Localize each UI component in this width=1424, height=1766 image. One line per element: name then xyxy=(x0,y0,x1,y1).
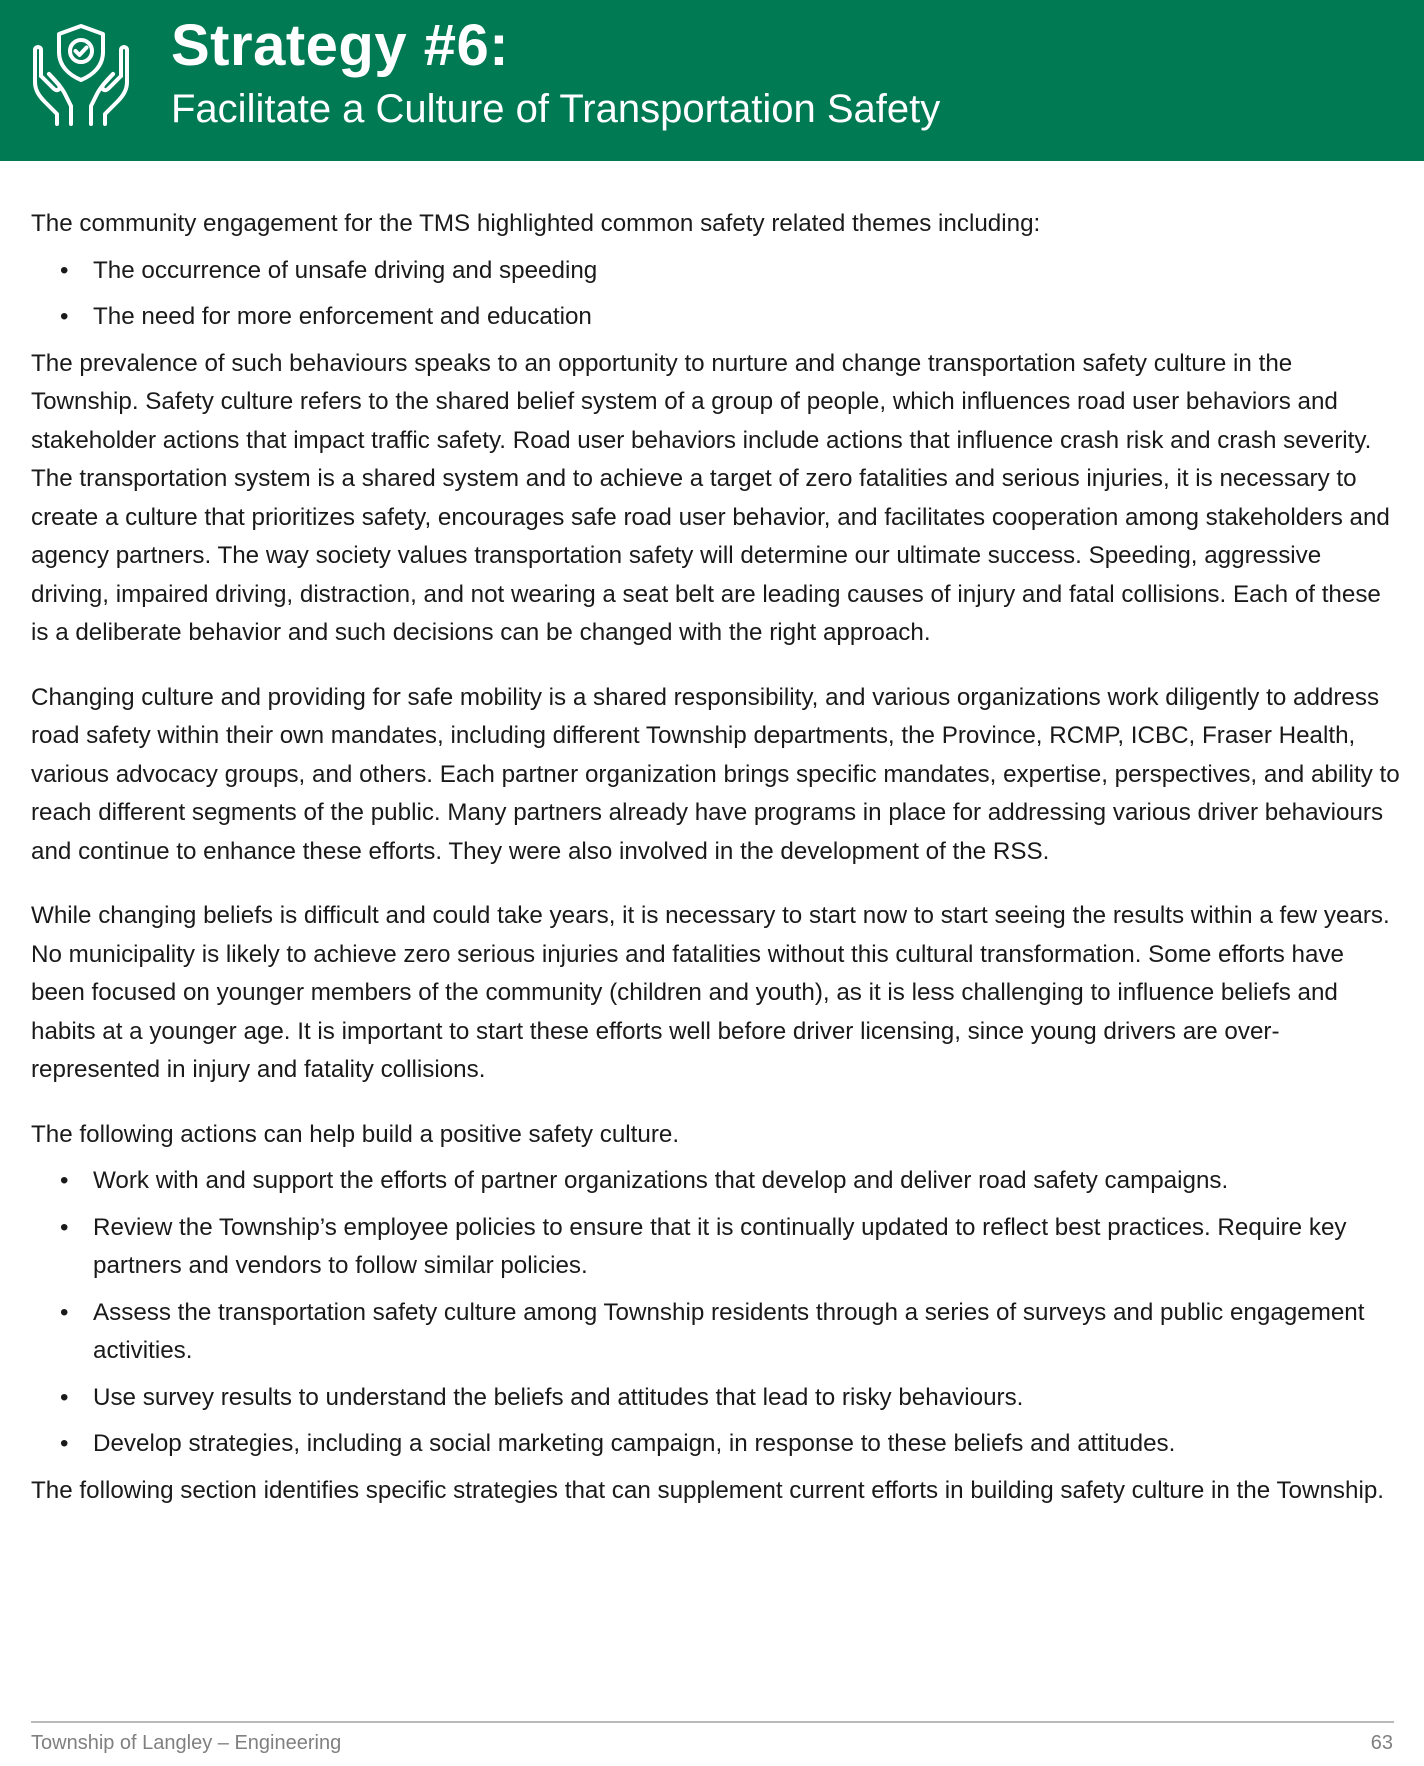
main-content xyxy=(31,205,1401,1536)
list-item: • Develop strategies, including a social marketing campaign, in response to these beliefs and attitudes. xyxy=(31,1425,1401,1464)
bullet: • xyxy=(60,1430,69,1457)
list-item: • Assess the transportation safety culture among Township residents through a series of surveys and public engagement activities. xyxy=(31,1294,1401,1371)
footer-organization: Township of Langley – Engineering xyxy=(31,1732,342,1754)
bullet: • xyxy=(60,303,69,330)
list-item: • The need for more enforcement and education xyxy=(31,298,1401,337)
safety-culture-paragraph: The prevalence of such behaviours speaks to an opportunity to nurture and change transportation safety culture in the Township. Safety culture refers to the shared belief system of a group of people, which influences road user behaviors and stakeholder actions that impact traffic safety. Road user behaviors include actions that influence crash risk and crash severity. The transportation system is a shared system and to achieve a target of zero fatalities and serious injuries, it is necessary to create a culture that prioritizes safety, encourages safe road user behavior, and facilitates cooperation among stakeholders and agency partners. The way society values transportation safety will determine our ultimate success. Speeding, aggressive driving, impaired driving, distraction, and not wearing a seat belt are leading causes of injury and fatal collisions. Each of these is a deliberate behavior and such decisions can be changed with the right approach. xyxy=(31,349,1390,646)
bullet: • xyxy=(60,1167,69,1194)
strategy-title: Strategy #6: xyxy=(171,13,510,78)
changing-beliefs-paragraph: While changing beliefs is difficult and could take years, it is necessary to start now to start seeing the results within a few years. No municipality is likely to achieve zero serious injuries and fatalities without this cultural transformation. Some efforts have been focused on younger members of the community (children and youth), as it is less challenging to influence beliefs and habits at a younger age. It is important to start these efforts well before driver licensing, since young drivers are over-represented in injury and fatality collisions. xyxy=(31,902,1390,1083)
bullet: • xyxy=(60,256,69,284)
list-item: • The occurrence of unsafe driving and speeding xyxy=(31,252,1401,291)
footer-divider xyxy=(31,1721,1394,1723)
actions-intro: The following actions can help build a positive safety culture. xyxy=(31,1120,680,1148)
bullet: • xyxy=(60,1298,69,1326)
actions-list xyxy=(31,1162,1401,1464)
page-header xyxy=(0,0,1424,161)
hands-shield-check-icon xyxy=(27,20,135,128)
closing-paragraph: The following section identifies specific strategies that can supplement current efforts in building safety culture in the Township. xyxy=(31,1476,1384,1504)
list-item: • Work with and support the efforts of partner organizations that develop and deliver road safety campaigns. xyxy=(31,1162,1401,1201)
themes-list xyxy=(31,252,1401,337)
bullet: • xyxy=(60,1213,69,1241)
list-item: • Review the Township’s employee policies to ensure that it is continually updated to reflect best practices. Require key partners and vendors to follow similar policies. xyxy=(31,1209,1401,1286)
page-number: 63 xyxy=(1370,1732,1393,1754)
bullet: • xyxy=(60,1383,69,1411)
shared-responsibility-paragraph: Changing culture and providing for safe mobility is a shared responsibility, and various organizations work diligently to address road safety within their own mandates, including different Township departments, the Province, RCMP, ICBC, Fraser Health, various advocacy groups, and others. Each partner organization brings specific mandates, expertise, perspectives, and ability to reach different segments of the public. Many partners already have programs in place for addressing various driver behaviours and continue to enhance these efforts. They were also involved in the development of the RSS. xyxy=(31,683,1400,865)
list-item: • Use survey results to understand the beliefs and attitudes that lead to risky behaviours. xyxy=(31,1379,1401,1418)
intro-paragraph: The community engagement for the TMS highlighted common safety related themes including: xyxy=(31,210,1041,237)
strategy-subtitle: Facilitate a Culture of Transportation Safety xyxy=(171,87,941,131)
